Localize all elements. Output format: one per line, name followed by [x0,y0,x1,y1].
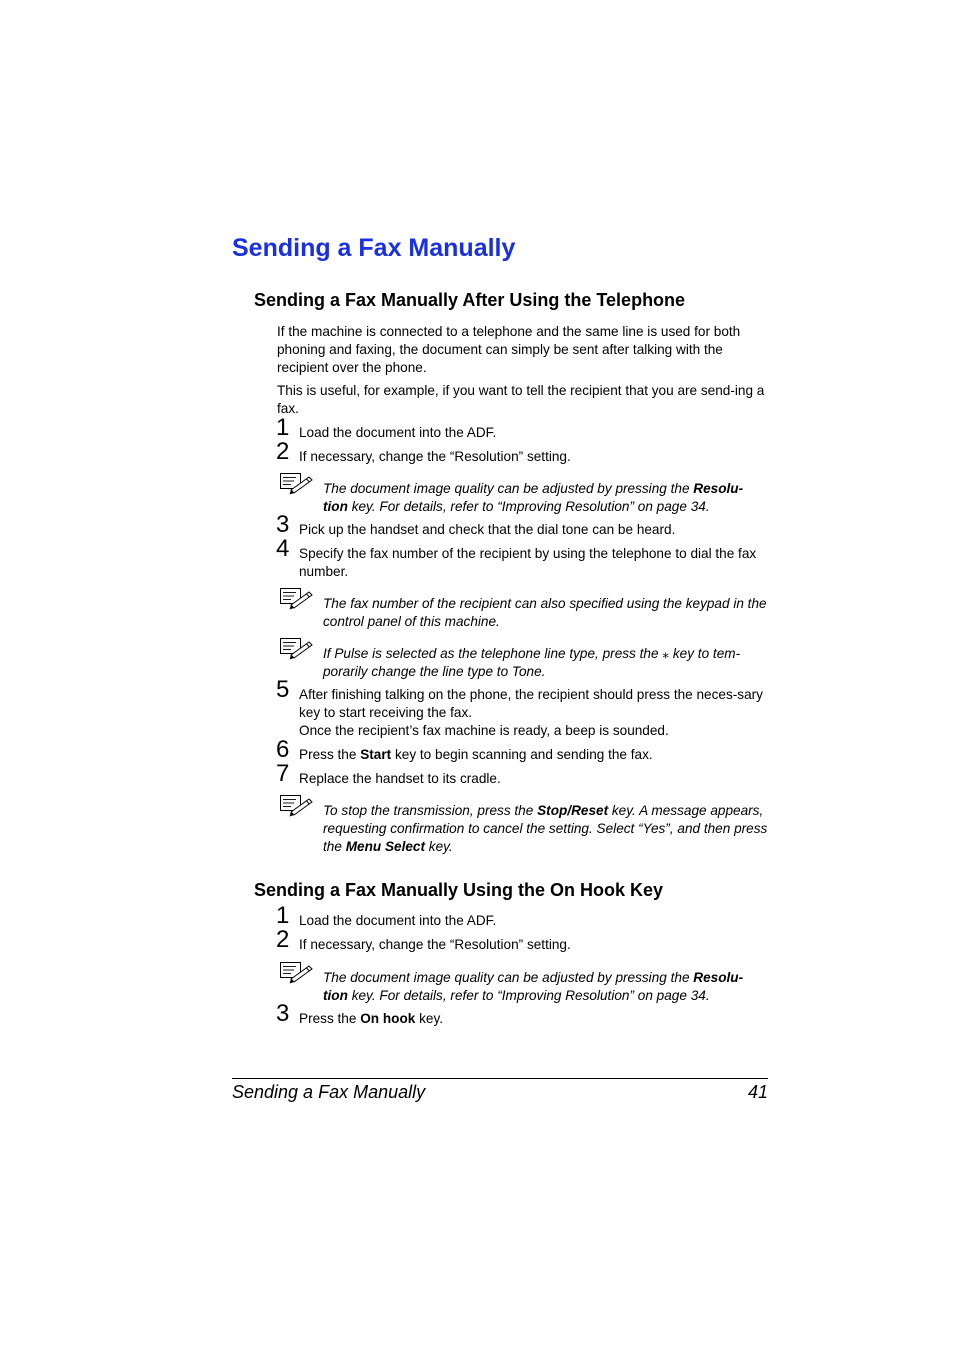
section-heading-telephone: Sending a Fax Manually After Using the Telephone [254,290,686,310]
section-heading-on-hook: Sending a Fax Manually Using the On Hook Key [254,880,664,900]
note-text: The fax number of the recipient can also specified using the keypad in the control panel of this machine. [323,596,767,629]
page-title: Sending a Fax Manually [232,234,516,262]
footer-page-number: 41 [747,1082,768,1102]
note-pencil-icon [279,587,313,611]
step-text: Replace the handset to its cradle. [299,771,501,786]
step-text: Load the document into the ADF. [299,913,497,928]
note-text: If Pulse is selected as the telephone line type, press the ⁎ key to tem-porarily change the line type to Tone. [323,646,741,679]
note-text: The document image quality can be adjusted by pressing the Resolu- tion key. For details, refer to “Improving Resolution” on page 34. [323,970,744,1003]
step-text: Press the Start key to begin scanning and sending the fax. [299,747,653,762]
step-number: 4 [276,535,290,562]
step-number: 5 [276,676,290,703]
footer-divider [232,1078,768,1079]
step-text: Load the document into the ADF. [299,425,497,440]
note-pencil-icon [279,637,313,661]
step-number: 6 [276,736,290,763]
step-number: 1 [276,414,290,441]
step-text: If necessary, change the “Resolution” setting. [299,937,571,952]
intro-paragraph-1: If the machine is connected to a telephone and the same line is used for both phoning and faxing, the document can simply be sent after talking with the recipient over the phone. [277,324,741,375]
step-text: After finishing talking on the phone, the recipient should press the neces-sary key to start receiving the fax. Once the recipient’s fax machine is ready, a beep is sounded. [299,687,763,738]
step-number: 2 [276,438,290,465]
step-number: 2 [276,926,290,953]
note-text: The document image quality can be adjusted by pressing the Resolu- tion key. For details, refer to “Improving Resolution” on page 34. [323,481,744,514]
step-text: If necessary, change the “Resolution” setting. [299,449,571,464]
step-text: Specify the fax number of the recipient by using the telephone to dial the fax number. [299,546,757,579]
step-text: Press the On hook key. [299,1011,444,1026]
step-number: 3 [276,511,290,538]
step-number: 3 [276,1000,290,1027]
step-text: Pick up the handset and check that the dial tone can be heard. [299,522,676,537]
note-pencil-icon [279,472,313,496]
step-number: 7 [276,760,290,787]
intro-paragraph-2: This is useful, for example, if you want to tell the recipient that you are send-ing a fax. [277,383,765,416]
note-text: To stop the transmission, press the Stop/Reset key. A message appears, requesting confirmation to cancel the setting. Select “Yes”, and then press the Menu Select key. [323,803,768,854]
asterisk-key-icon: ⁎ [662,646,670,661]
note-pencil-icon [279,794,313,818]
step-number: 1 [276,902,290,929]
note-pencil-icon [279,961,313,985]
footer-section-title: Sending a Fax Manually [232,1082,426,1102]
